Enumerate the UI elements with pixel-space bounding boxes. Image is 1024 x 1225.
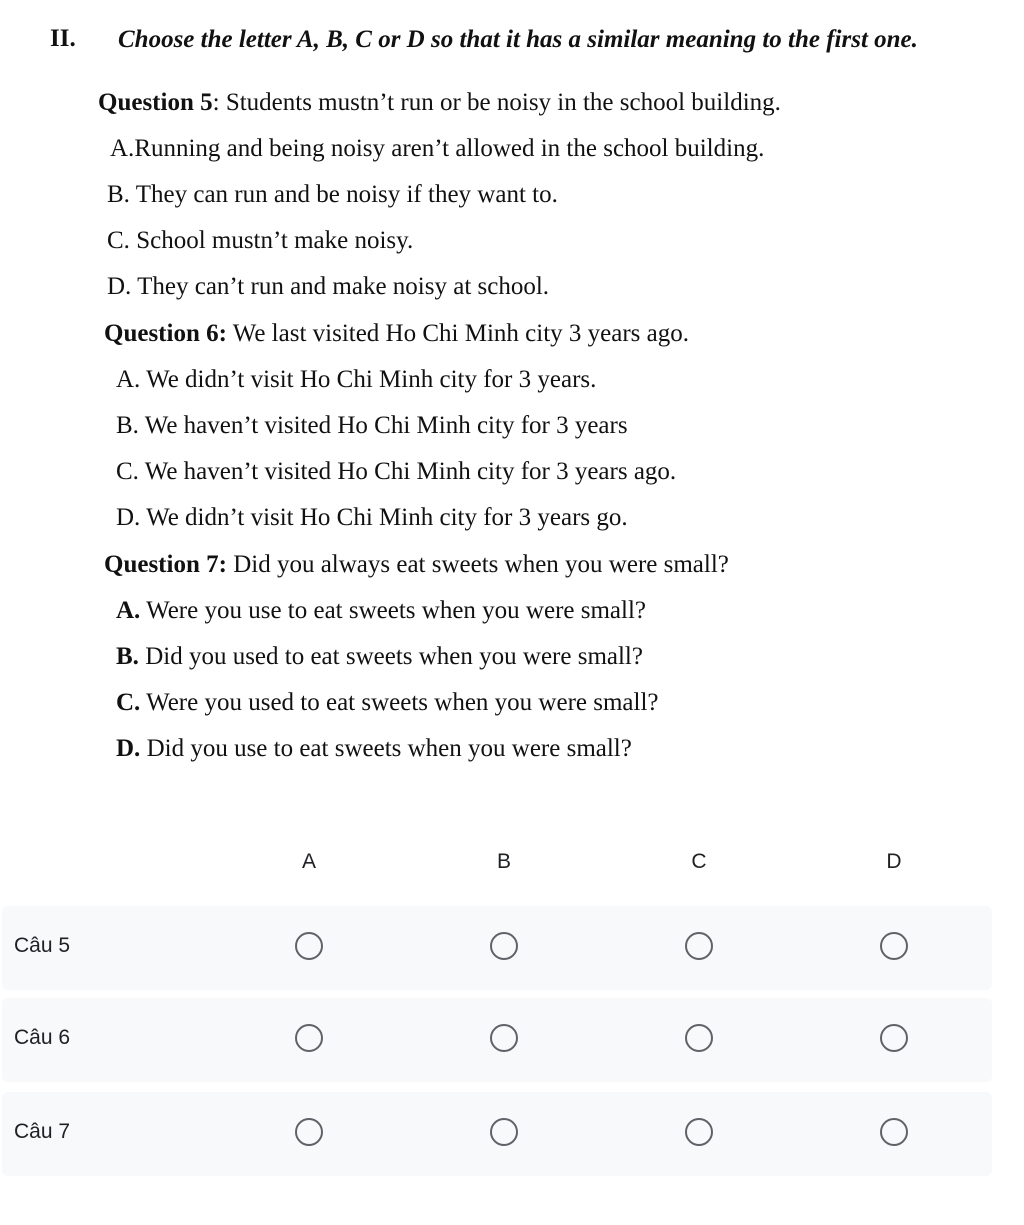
- option-6d: [116, 503, 628, 533]
- option-letter: D.: [116, 504, 141, 531]
- grid-row-cau-7: [2, 1092, 992, 1176]
- question-label: Question 7:: [104, 551, 227, 578]
- column-header-c: C: [691, 850, 707, 873]
- section-heading: [50, 24, 970, 55]
- question-label: Question 5: [98, 89, 213, 116]
- question-6: [104, 319, 689, 349]
- question-label: Question 6:: [104, 320, 227, 347]
- option-letter: D.: [107, 273, 132, 300]
- option-6b: [116, 411, 628, 441]
- radio-cau6-a[interactable]: [295, 1024, 323, 1052]
- option-5c: [107, 226, 413, 256]
- option-7d: [116, 734, 632, 764]
- section-instruction: Choose the letter A, B, C or D so that it has a similar meaning to the first one.: [118, 26, 918, 53]
- question-5: [98, 88, 781, 118]
- section-number: II.: [50, 25, 76, 52]
- option-6c: [116, 457, 676, 487]
- column-header-a: A: [301, 850, 316, 873]
- option-letter: B.: [116, 643, 139, 670]
- option-letter: D.: [116, 735, 141, 762]
- option-letter: A.: [116, 366, 141, 393]
- option-text: They can’t run and make noisy at school.: [131, 273, 550, 300]
- option-letter: C.: [116, 458, 139, 485]
- radio-cau7-c[interactable]: [685, 1118, 713, 1146]
- question-text: Students mustn’t run or be noisy in the school building.: [219, 89, 781, 116]
- column-header-d: D: [886, 850, 902, 873]
- grid-row-cau-6: [2, 998, 992, 1082]
- option-text: Were you used to eat sweets when you were small?: [140, 689, 659, 716]
- radio-cau5-b[interactable]: [490, 932, 518, 960]
- option-7a: [116, 596, 646, 626]
- option-letter: C.: [107, 227, 130, 254]
- option-text: We haven’t visited Ho Chi Minh city for 3 years ago.: [138, 458, 677, 485]
- option-7c: [116, 688, 659, 718]
- radio-cau5-d[interactable]: [880, 932, 908, 960]
- option-text: Did you used to eat sweets when you were small?: [138, 643, 643, 670]
- question-text: Did you always eat sweets when you were small?: [226, 551, 729, 578]
- radio-cau7-a[interactable]: [295, 1118, 323, 1146]
- question-separator: :: [212, 89, 220, 116]
- option-text: We haven’t visited Ho Chi Minh city for 3 years: [138, 412, 628, 439]
- option-5d: [107, 272, 549, 302]
- option-5b: [107, 180, 558, 210]
- radio-cau6-d[interactable]: [880, 1024, 908, 1052]
- option-text: Did you use to eat sweets when you were small?: [140, 735, 632, 762]
- option-text: We didn’t visit Ho Chi Minh city for 3 years.: [140, 366, 597, 393]
- row-label: Câu 5: [14, 934, 71, 957]
- column-header-b: B: [496, 850, 511, 873]
- radio-cau6-c[interactable]: [685, 1024, 713, 1052]
- option-letter: C.: [116, 689, 141, 716]
- radio-cau5-c[interactable]: [685, 932, 713, 960]
- row-label: Câu 7: [14, 1120, 71, 1143]
- option-5a: [110, 134, 764, 164]
- option-6a: [116, 365, 596, 395]
- question-7: [104, 550, 729, 580]
- radio-cau5-a[interactable]: [295, 932, 323, 960]
- option-text: School mustn’t make noisy.: [129, 227, 414, 254]
- option-text: Running and being noisy aren’t allowed in the school building.: [134, 135, 765, 162]
- option-text: We didn’t visit Ho Chi Minh city for 3 years go.: [140, 504, 628, 531]
- option-letter: B.: [107, 181, 130, 208]
- option-7b: [116, 642, 643, 672]
- option-letter: A.: [110, 135, 135, 162]
- row-label: Câu 6: [14, 1026, 71, 1049]
- question-text: We last visited Ho Chi Minh city 3 years ago.: [226, 320, 689, 347]
- grid-row-cau-5: [2, 906, 992, 990]
- option-text: They can run and be noisy if they want to.: [129, 181, 558, 208]
- radio-cau7-b[interactable]: [490, 1118, 518, 1146]
- option-letter: B.: [116, 412, 139, 439]
- option-letter: A.: [116, 597, 141, 624]
- option-text: Were you use to eat sweets when you were small?: [140, 597, 647, 624]
- radio-cau6-b[interactable]: [490, 1024, 518, 1052]
- radio-cau7-d[interactable]: [880, 1118, 908, 1146]
